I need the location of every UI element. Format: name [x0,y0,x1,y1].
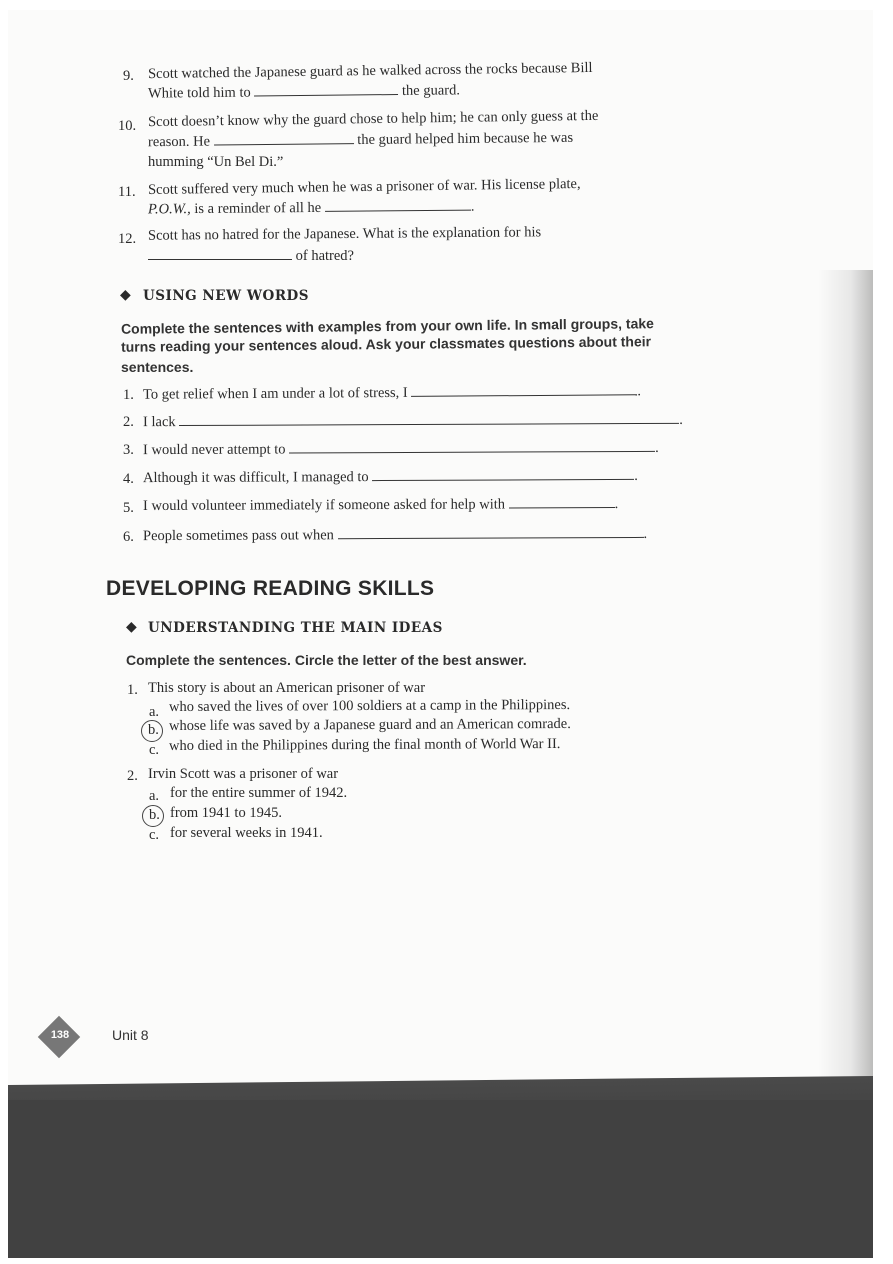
option-text: for several weeks in 1941. [170,825,323,841]
worksheet-page [8,10,873,1090]
instruction-text: sentences. [121,359,194,375]
instruction-text: Complete the sentences with examples from your own life. In small groups, take [120,315,654,337]
section-heading: UNDERSTANDING THE MAIN IDEAS [148,620,443,636]
option-text: who saved the lives of over 100 soldiers at a camp in the Philippines. [168,696,571,716]
question-text: Scott doesn’t know why the guard chose to help him; he can only guess at the [147,107,599,131]
question-number: 1. [127,682,138,698]
option-letter[interactable]: c. [149,827,160,843]
sentence-item: To get relief when I am under a lot of stress, I . [142,383,642,403]
question-number: 2. [127,768,138,784]
option-text: for the entire summer of 1942. [170,785,348,801]
item-number: 6. [123,529,134,545]
item-number: 1. [123,387,134,403]
answer-blank[interactable] [325,198,471,212]
item-number: 2. [123,414,134,430]
question-number: 10. [118,118,137,134]
item-number: 4. [123,471,134,487]
question-text: humming “Un Bel Di.” [148,154,284,170]
question-stem: Irvin Scott was a prisoner of war [148,766,339,782]
option-letter[interactable]: b. [149,807,160,823]
answer-blank[interactable] [289,439,655,454]
question-text: reason. He the guard helped him because he was [147,129,574,151]
sentence-item: Although it was difficult, I managed to . [142,467,638,487]
answer-blank[interactable] [411,382,637,397]
item-number: 3. [123,442,134,458]
diamond-bullet-icon: ◆ [120,288,131,303]
question-text: Scott watched the Japanese guard as he walked across the rocks because Bill [147,59,593,83]
instruction-text: Complete the sentences. Circle the letter of the best answer. [126,652,527,668]
instruction-text: turns reading your sentences aloud. Ask your classmates questions about their [120,333,652,355]
page-number: 138 [50,1029,70,1041]
item-number: 5. [123,500,134,516]
question-text: Scott has no hatred for the Japanese. What is the explanation for his [147,224,542,244]
sentence-item: I lack . [142,411,683,431]
question-number: 9. [123,68,134,84]
option-text: who died in the Philippines during the final month of World War II. [168,735,561,755]
option-letter[interactable]: a. [149,704,160,720]
answer-blank[interactable] [214,131,354,145]
option-letter[interactable]: c. [149,742,160,758]
sentence-item: I would volunteer immediately if someone asked for help with . [142,495,619,515]
sentence-item: I would never attempt to . [142,439,659,459]
scan-background-lower [8,1100,873,1258]
binding-shadow [818,270,873,1090]
page-section-title: DEVELOPING READING SKILLS [106,577,435,600]
section-heading: USING NEW WORDS [143,288,309,304]
answer-blank[interactable] [509,495,615,508]
question-text: P.O.W., is a reminder of all he . [147,198,475,218]
question-stem: This story is about an American prisoner of war [148,680,426,696]
option-letter[interactable]: a. [149,788,160,804]
question-number: 12. [118,231,137,247]
question-text: Scott suffered very much when he was a prisoner of war. His license plate, [147,175,581,199]
question-text: of hatred? [148,247,354,265]
sentence-item: People sometimes pass out when . [142,525,648,545]
question-number: 11. [118,184,136,200]
answer-blank[interactable] [148,247,292,260]
answer-blank[interactable] [337,525,643,539]
question-text: White told him to the guard. [147,82,461,102]
answer-blank[interactable] [372,467,634,481]
answer-blank[interactable] [179,411,679,426]
option-text: whose life was saved by a Japanese guard and an American comrade. [168,715,571,735]
answer-blank[interactable] [254,82,398,97]
unit-label: Unit 8 [112,1027,149,1043]
option-text: from 1941 to 1945. [170,805,282,821]
diamond-bullet-icon: ◆ [126,620,137,635]
option-letter[interactable]: b. [148,722,159,738]
